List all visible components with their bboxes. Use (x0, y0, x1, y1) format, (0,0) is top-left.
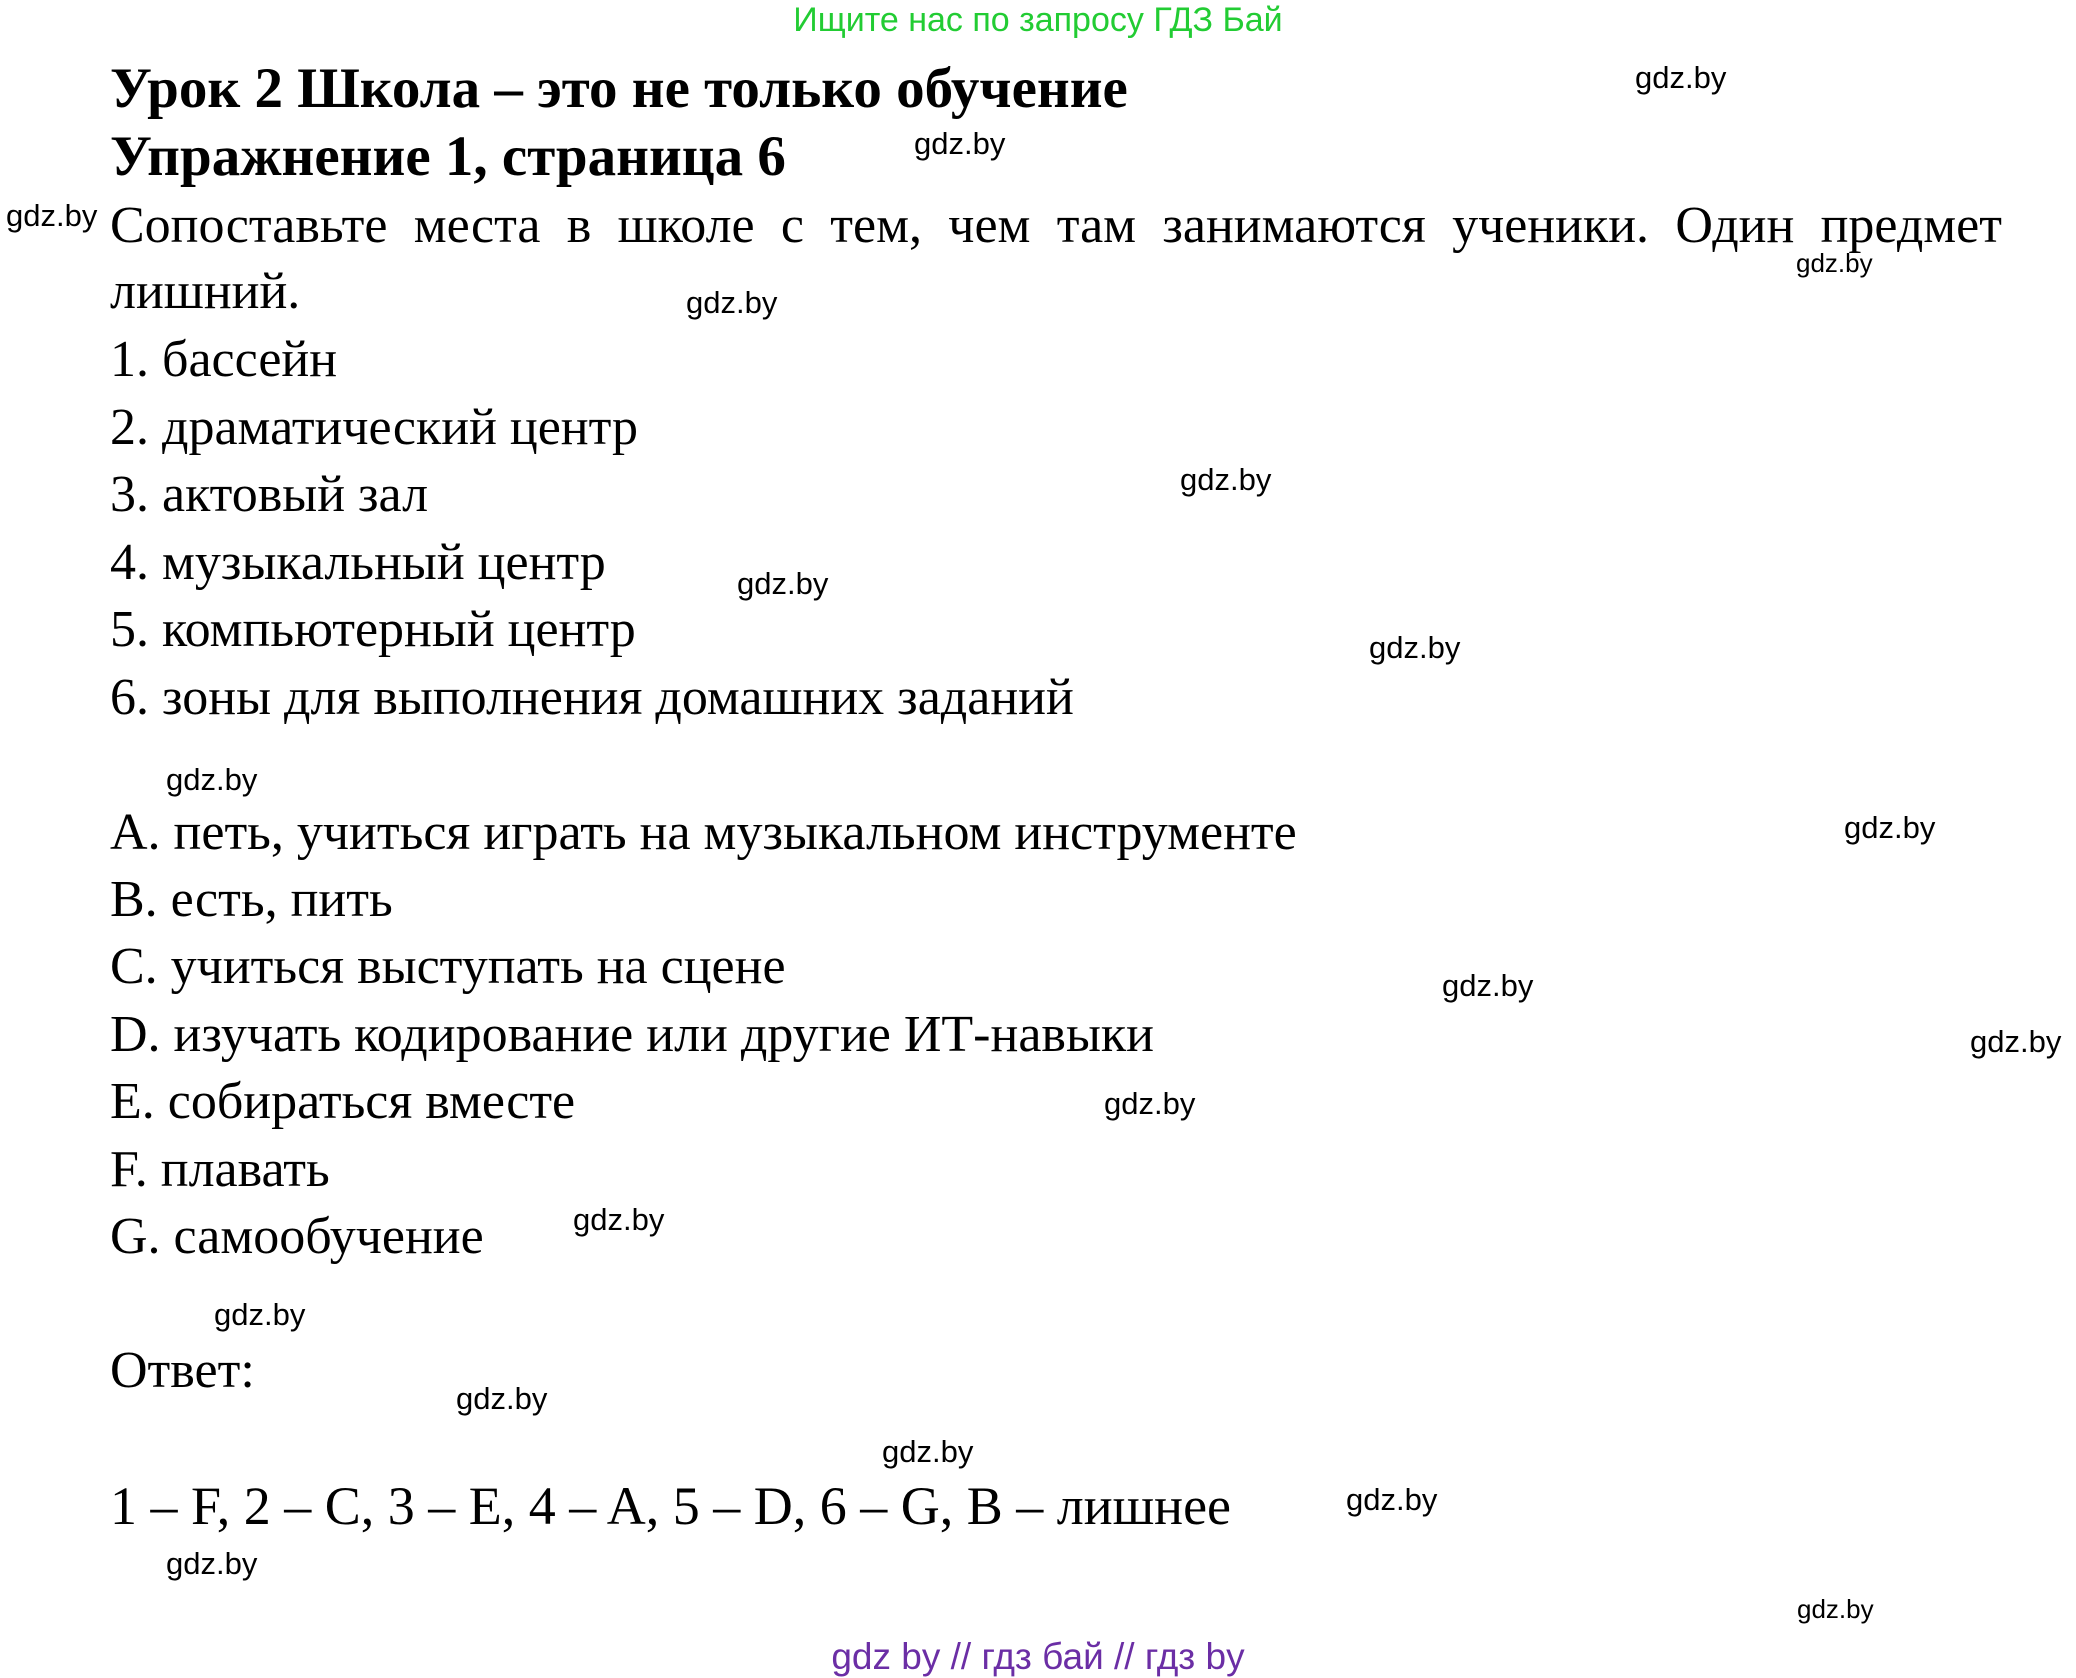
list-item-activity-g: G. самообучение (110, 1208, 484, 1265)
list-item-activity-f: F. плавать (110, 1141, 330, 1198)
watermark: gdz.by (1442, 968, 1534, 1003)
list-item-place-1: 1. бассейн (110, 331, 338, 388)
watermark: gdz.by (1180, 462, 1272, 497)
exercise-title: Упражнение 1, страница 6 (110, 125, 786, 188)
list-item-place-4: 4. музыкальный центр (110, 534, 606, 591)
watermark: gdz.by (686, 285, 778, 320)
watermark: gdz.by (1844, 810, 1936, 845)
watermark: gdz.by (1346, 1482, 1438, 1517)
list-item-activity-e: E. собираться вместе (110, 1073, 576, 1130)
watermark: gdz.by (166, 1546, 258, 1581)
watermark: gdz.by (882, 1434, 974, 1469)
list-item-activity-c: C. учиться выступать на сцене (110, 938, 786, 995)
watermark: gdz.by (1797, 1594, 1874, 1624)
list-item-activity-d: D. изучать кодирование или другие ИТ-навыки (110, 1006, 1154, 1063)
list-item-place-6: 6. зоны для выполнения домашних заданий (110, 669, 1074, 726)
watermark: gdz.by (1635, 60, 1727, 95)
watermark: gdz.by (214, 1297, 306, 1332)
answer-text: 1 – F, 2 – C, 3 – E, 4 – A, 5 – D, 6 – G, B – лишнее (110, 1476, 1232, 1536)
watermark: gdz.by (1796, 248, 1873, 278)
watermark: gdz.by (166, 762, 258, 797)
list-item-place-2: 2. драматический центр (110, 399, 638, 456)
watermark: gdz.by (1970, 1024, 2062, 1059)
footer-links: gdz by // гдз бай // гдз by (831, 1636, 1245, 1677)
list-item-place-5: 5. компьютерный центр (110, 601, 636, 658)
instruction-text: Сопоставьте места в школе с тем, чем там занимаются ученики. Один предмет лишний. (110, 197, 2002, 320)
list-item-activity-b: B. есть, пить (110, 871, 393, 928)
list-item-activity-a: A. петь, учиться играть на музыкальном инструменте (110, 804, 1297, 861)
top-banner: Ищите нас по запросу ГДЗ Бай (793, 1, 1283, 39)
watermark: gdz.by (914, 126, 1006, 161)
list-item-place-3: 3. актовый зал (110, 466, 429, 523)
watermark: gdz.by (737, 566, 829, 601)
watermark: gdz.by (573, 1202, 665, 1237)
lesson-title: Урок 2 Школа – это не только обучение (110, 57, 1128, 120)
watermark: gdz.by (1104, 1086, 1196, 1121)
watermark: gdz.by (1369, 630, 1461, 665)
watermark: gdz.by (456, 1381, 548, 1416)
watermark: gdz.by (6, 198, 98, 233)
answer-label: Ответ: (110, 1342, 255, 1399)
